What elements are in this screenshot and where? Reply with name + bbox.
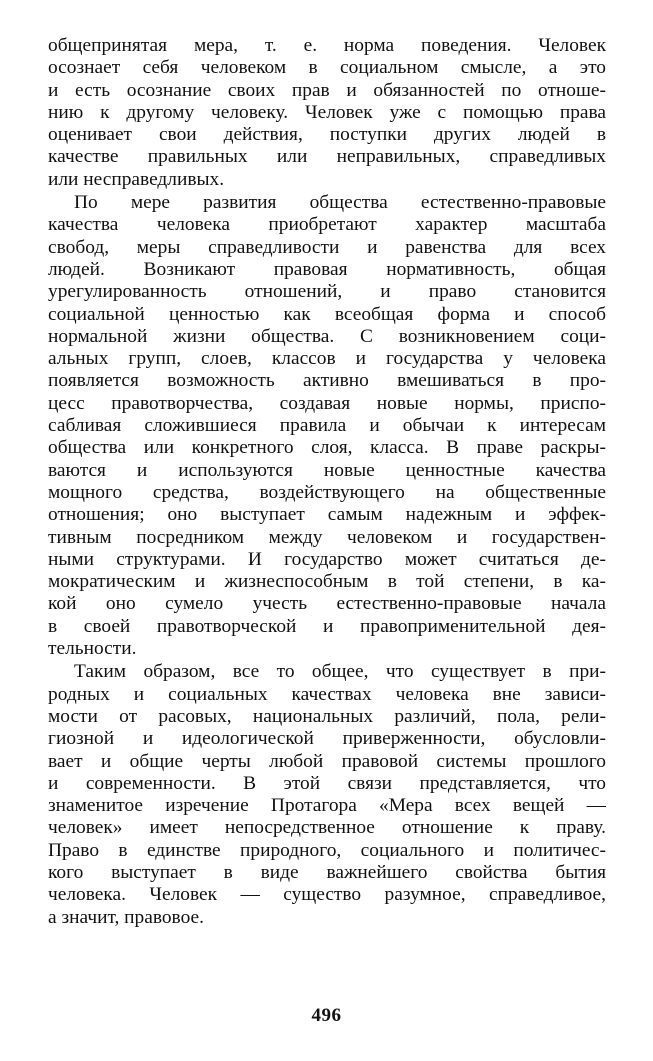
text-line: цесс правотворчества, создавая новые нормы, приспо- [48, 392, 606, 414]
text-line: появляется возможность активно вмешиваться в про- [48, 370, 606, 392]
text-line: оценивает свои действия, поступки других людей в [48, 124, 606, 146]
text-line: гиозной и идеологической приверженности, обусловли- [48, 728, 606, 750]
text-line: свобод, меры справедливости и равенства для всех [48, 236, 606, 258]
text-line: человека. Человек — существо разумное, справедливое, [48, 884, 606, 906]
page-body [48, 35, 606, 929]
text-line: нормальной жизни общества. С возникновением соци- [48, 325, 606, 347]
text-line: По мере развития общества естественно-правовые [74, 192, 606, 214]
text-line: людей. Возникают правовая нормативность, общая [48, 258, 606, 280]
text-line: мости от расовых, национальных различий, пола, рели- [48, 705, 606, 727]
text-line: ными структурами. И государство может считаться де- [48, 548, 606, 570]
text-line: Таким образом, все то общее, что существует в при- [74, 661, 606, 683]
text-line: или несправедливых. [48, 168, 225, 190]
text-line: тельности. [48, 638, 137, 660]
text-line: ваются и используются новые ценностные качества [48, 459, 606, 481]
text-line: Право в единстве природного, социального и политичес- [48, 839, 606, 861]
text-line: знаменитое изречение Протагора «Мера всех вещей — [48, 795, 606, 817]
text-line: общества или конкретного слоя, класса. В праве раскры- [48, 437, 606, 459]
page-number: 496 [311, 1005, 342, 1026]
text-line: качестве правильных или неправильных, справедливых [48, 146, 606, 168]
text-line: родных и социальных качествах человека вне зависи- [48, 683, 606, 705]
paragraph-1 [48, 35, 606, 191]
text-line: социальной ценностью как всеобщая форма и способ [48, 303, 606, 325]
text-line: отношения; оно выступает самым надежным и эффек- [48, 504, 606, 526]
text-line: в своей правотворческой и правоприменительной дея- [48, 615, 606, 637]
text-line: качества человека приобретают характер масштаба [48, 214, 606, 236]
text-line: нию к другому человеку. Человек уже с помощью права [48, 101, 606, 123]
text-line: мощного средства, воздействующего на общественные [48, 481, 606, 503]
text-line: осознает себя человеком в социальном смысле, а это [48, 57, 606, 79]
paragraph-3 [48, 661, 606, 929]
text-line: вает и общие черты любой правовой системы прошлого [48, 750, 606, 772]
text-line: мократическим и жизнеспособным в той степени, в ка- [48, 571, 606, 593]
text-line: сабливая сложившиеся правила и обычаи к интересам [48, 415, 606, 437]
text-line: общепринятая мера, т. е. норма поведения. Человек [48, 35, 606, 56]
text-line: кого выступает в виде важнейшего свойства бытия [48, 861, 606, 883]
text-line: кой оно сумело учесть естественно-правовые начала [48, 593, 606, 615]
text-line: а значит, правовое. [48, 906, 204, 928]
text-line: и есть осознание своих прав и обязанностей по отноше- [48, 79, 606, 101]
text-line: урегулированность отношений, и право становится [48, 281, 606, 303]
text-line: и современности. В этой связи представляется, что [48, 772, 606, 794]
text-line: альных групп, слоев, классов и государства у человека [48, 348, 606, 370]
text-line: тивным посредником между человеком и государствен- [48, 526, 606, 548]
paragraph-2 [48, 192, 606, 660]
text-line: человек» имеет непосредственное отношение к праву. [48, 817, 606, 839]
